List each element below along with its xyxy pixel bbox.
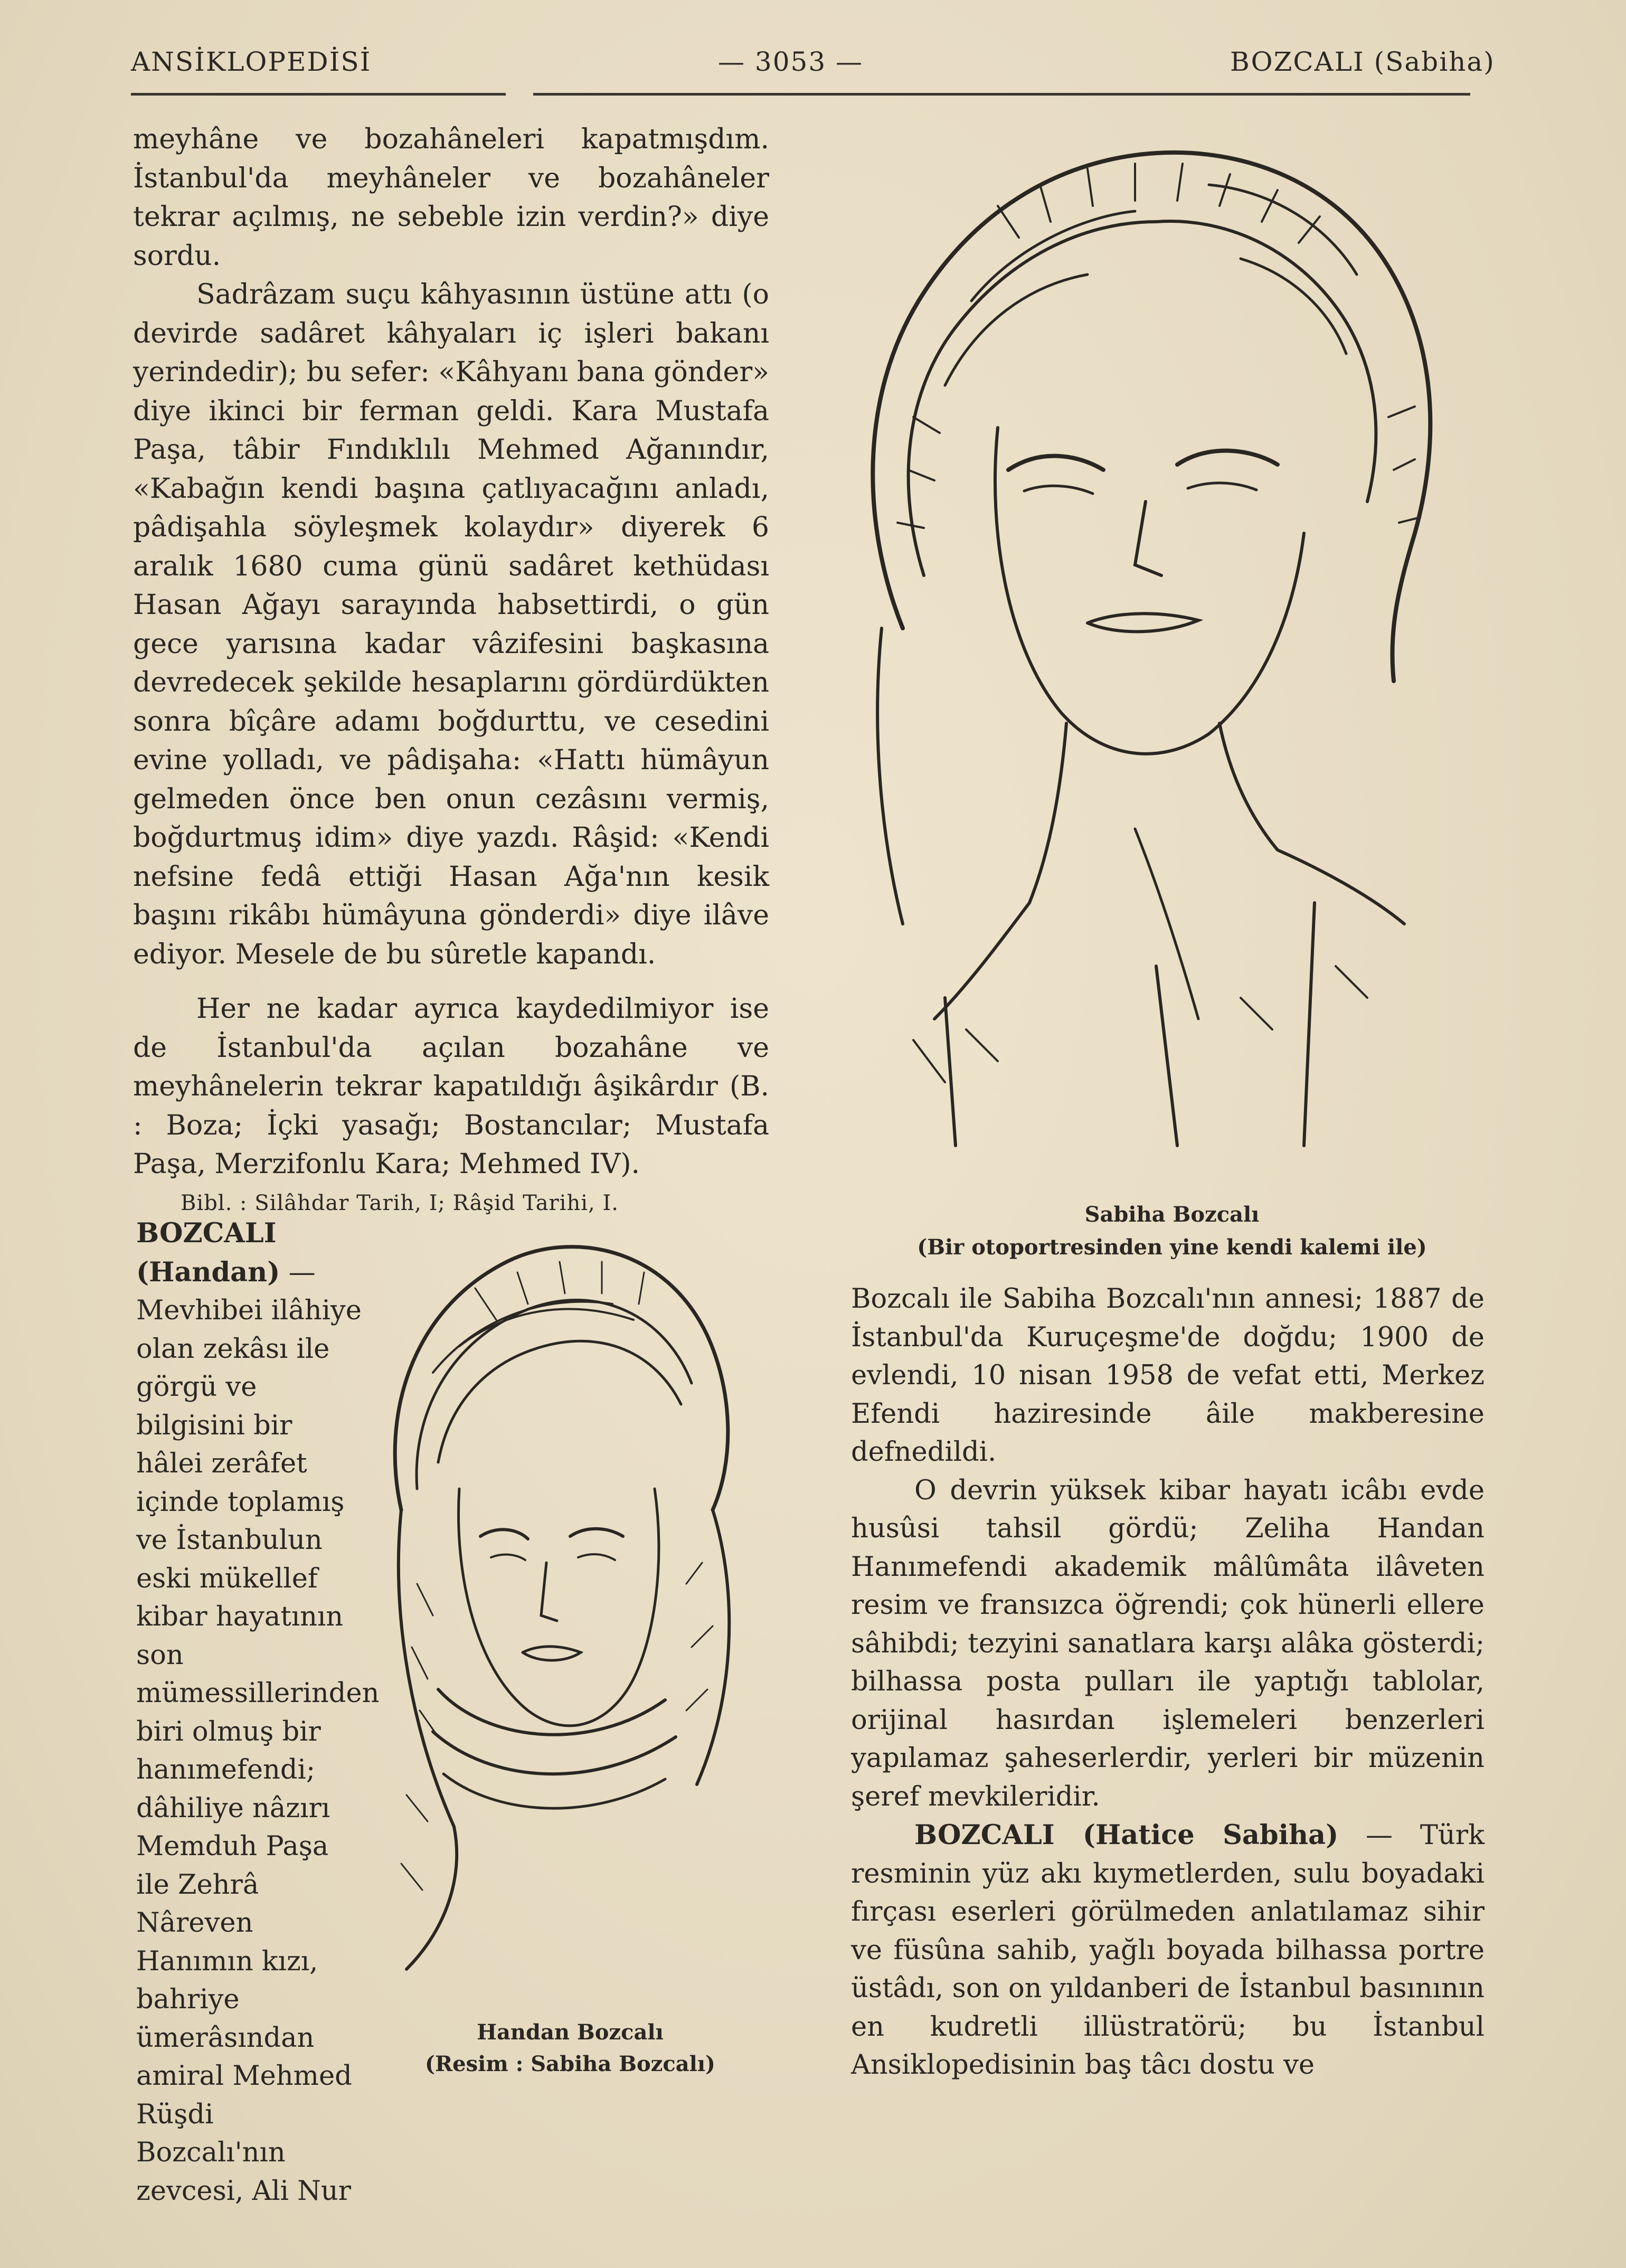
article-mustafa-pasa-continued	[133, 120, 769, 1223]
bibliography: Bibl. : Silâhdar Tarih, I; Râşid Tarihi, I.	[181, 1190, 619, 1215]
caption-name: Handan Bozcalı	[477, 2020, 664, 2045]
paragraph: Sadrâzam suçu kâhyasının üstüne attı (o devirde sadâret kâhyaları iç işleri bakanı yerindedir); bu sefer: «Kâhyanı bana gönder» diye ikinci bir ferman geldi. Kara Mustafa Paşa, tâbir Fındıklılı Mehmed Ağanındır, «Kabağın kendi başına çatlıyacağını anladı, pâdişahla söyleşmek kolaydır» diyerek 6 aralık 1680 cuma günü sadâret kethüdası Hasan Ağayı sarayında habsettirdi, o gün gece yarısına kadar vâzifesini başkasına devredecek şekilde hesaplarını gördürdükten sonra bîçâre adamı boğdurttu, ve cesedini evine yolladı, ve pâdişaha: «Hattı hümâyun gelmeden önce ben onun cezâsını vermiş, boğdurtmuş idim» diye yazdı. Râşid: «Kendi nefsine fedâ ettiği Hasan Ağa'nın kesik başını rikâbı hümâyuna gönderdi» diye ilâve ediyor. Mesele de bu sûretle kapandı.	[133, 279, 769, 970]
paragraph: Her ne kadar ayrıca kaydedilmiyor ise de İstanbul'da açılan bozahâne ve meyhânelerin tekrar kapatıldığı âşikârdır (B. : Boza; İçki yasağı; Bostancılar; Mustafa Paşa, Merzifonlu Kara; Mehmed IV).	[133, 993, 769, 1180]
header-rule-center	[533, 93, 1172, 96]
header-rule-right	[1172, 93, 1470, 96]
header-rule-left	[131, 93, 506, 96]
handan-portrait-caption	[380, 2017, 760, 2080]
sabiha-portrait-caption	[855, 1198, 1489, 1264]
right-column-text	[851, 1280, 1485, 2085]
running-header-right: BOZCALI (Sabiha)	[1230, 46, 1495, 77]
sabiha-bozcali-self-portrait	[839, 100, 1489, 1188]
running-header-left: ANSİKLOPEDİSİ	[131, 46, 372, 77]
entry-text: — Türk resminin yüz akı kıymetlerden, sulu boyadaki fırçası eserleri görülmeden anlatılamaz sihir ve füsûna sahib, yağlı boyada bilhassa portre üstâdı, son on yıldanberi de İstanbul basınının en kudretli illüstratörü; bu İstanbul Ansiklopedisinin baş tâcı dostu ve	[851, 1820, 1485, 2081]
caption-credit: (Bir otoportresinden yine kendi kalemi ile)	[917, 1235, 1427, 1260]
handan-bozcali-portrait	[370, 1214, 750, 2006]
article-bozcali-handan	[136, 1214, 380, 2210]
caption-name: Sabiha Bozcalı	[1084, 1202, 1260, 1227]
paragraph: Bozcalı ile Sabiha Bozcalı'nın annesi; 1887 de İstanbul'da Kuruçeşme'de doğdu; 1900 de evlendi, 10 nisan 1958 de vefat etti, Merkez Efendi haziresinde âile makberesine defnedildi.	[851, 1283, 1485, 1468]
paragraph: meyhâne ve bozahâneleri kapatmışdım. İstanbul'da meyhâneler ve bozahâneler tekrar açılmış, ne sebeble izin verdin?» diye sordu.	[133, 124, 769, 272]
caption-credit: (Resim : Sabiha Bozcalı)	[425, 2052, 715, 2076]
entry-text: — Mevhibei ilâhiye olan zekâsı ile görgü ve bilgisini bir hâlei zerâfet içinde toplamış ve İstanbulun eski mükellef kibar hayatının son mümessillerinden biri olmuş bir hanımefendi; dâhiliye nâzırı Memduh Paşa ile Zehrâ Nâreven Hanımın kızı, bahriye ümerâsından amiral Mehmed Rüşdi Bozcalı'nın zevcesi, Ali Nur	[136, 1256, 380, 2207]
entry-heading: BOZCALI (Hatice Sabiha)	[914, 1819, 1339, 1851]
paragraph: O devrin yüksek kibar hayatı icâbı evde husûsi tahsil gördü; Zeliha Handan Hanımefendi akademik mâlûmâta ilâveten resim ve fransızca öğrendi; çok hünerli ellere sâhibdi; tezyini sanatlara karşı alâka gösterdi; bilhassa posta pulları ile yaptığı tablolar, orijinal hasırdan işlemeleri benzerleri yapılamaz şaheserlerdir, yerleri bir müzenin şeref mevkileridir.	[851, 1475, 1485, 1812]
page-number: — 3053 —	[718, 46, 864, 77]
entry-heading: BOZCALI (Handan)	[136, 1217, 280, 1288]
